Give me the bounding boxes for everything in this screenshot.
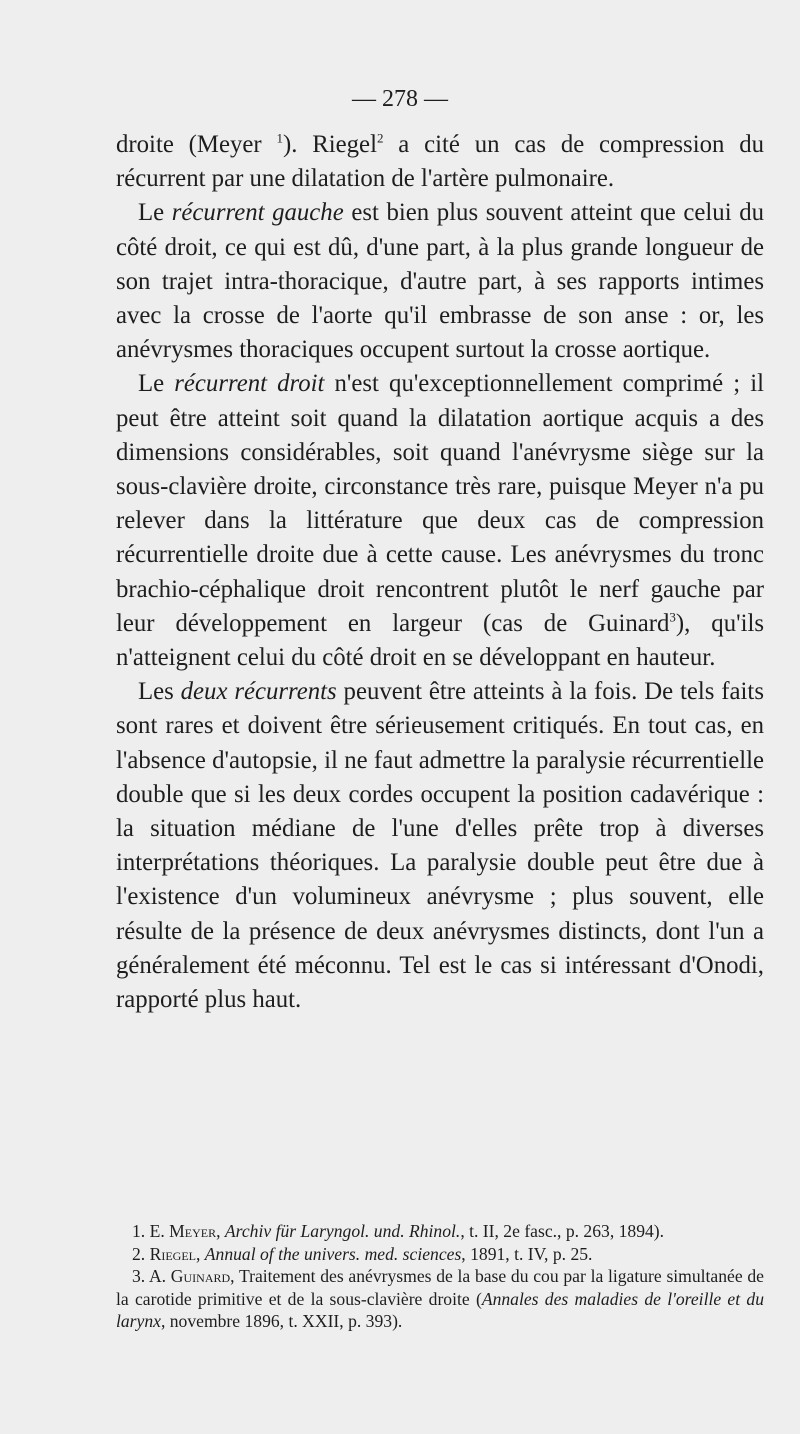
- page-number: — 278 —: [352, 86, 448, 112]
- paragraph-4: Les deux récurrents peuvent être atteints à la fois. De tels faits sont rares et doivent être sérieusement critiqués. En tout cas, en l'absence d'autopsie, il ne faut admettre la paralysie récurrentielle double que si les deux cordes occupent la position cadavérique : la situation médiane de l'une d'elles prête trop à diverses interprétations théoriques. La paralysie double peut être due à l'existence d'un volumineux anévrysme ; plus souvent, elle résulte de la présence de deux anévrysmes distincts, dont l'un a généralement été méconnu. Tel est le cas si intéressant d'Onodi, rapporté plus haut.: [116, 678, 764, 1014]
- footnote-3: 3. A. Guinard, Traitement des anévrysmes de la base du cou par la ligature simultanée de la carotide primitive et de la sous-clavière droite (Annales des maladies de l'oreille et du larynx, novembre 1896, t. XXII, p. 393).: [116, 1266, 765, 1332]
- paragraph-1: droite (Meyer $^1$). Riegel$^2$ a cité un cas de compression du récurrent par une dilatation de l'artère pulmonaire.: [116, 130, 764, 193]
- footnote-2: 2. Riegel, Annual of the univers. med. sciences, 1891, t. IV, p. 25.: [132, 1243, 593, 1264]
- paragraph-3: Le récurrent droit n'est qu'exceptionnellement comprimé ; il peut être atteint soit quand la dilatation aortique acquis a des dimensions considérables, soit quand l'anévrysme siège sur la sous-clavière droite, circonstance très rare, puisque Meyer n'a pu relever dans la littérature que deux cas de compression récurrentielle droite due à cette cause. Les anévrysmes du tronc brachio-céphalique droit rencontrent plutôt le nerf gauche par leur développement en largeur (cas de Guinard$^3$), qu'ils n'atteignent celui du côté droit en se développant en hauteur.: [116, 370, 764, 672]
- footnote-ref-3: 3: [669, 609, 676, 625]
- emphasis-recurrent-droit: récurrent droit: [174, 370, 325, 398]
- footnote-ref-2: 2: [376, 130, 384, 146]
- emphasis-recurrent-gauche: récurrent gauche: [171, 199, 344, 227]
- footnotes: [116, 1220, 764, 1333]
- paragraph-2: Le récurrent gauche est bien plus souvent atteint que celui du côté droit, ce qui est dû, d'une part, à la plus grande longueur de son trajet intra-thoracique, d'autre part, à ses rapports intimes avec la crosse de l'aorte qu'il embrasse de son anse : or, les anévrysmes thoraciques occupent surtout la crosse aortique.: [116, 199, 764, 364]
- body-text: [116, 128, 764, 1017]
- emphasis-deux-recurrents: deux récurrents: [180, 678, 337, 706]
- footnote-1: 1. E. Meyer, Archiv für Laryngol. und. Rhinol., t. II, 2e fasc., p. 263, 1894).: [132, 1221, 665, 1241]
- footnote-ref-1: 1: [276, 130, 283, 146]
